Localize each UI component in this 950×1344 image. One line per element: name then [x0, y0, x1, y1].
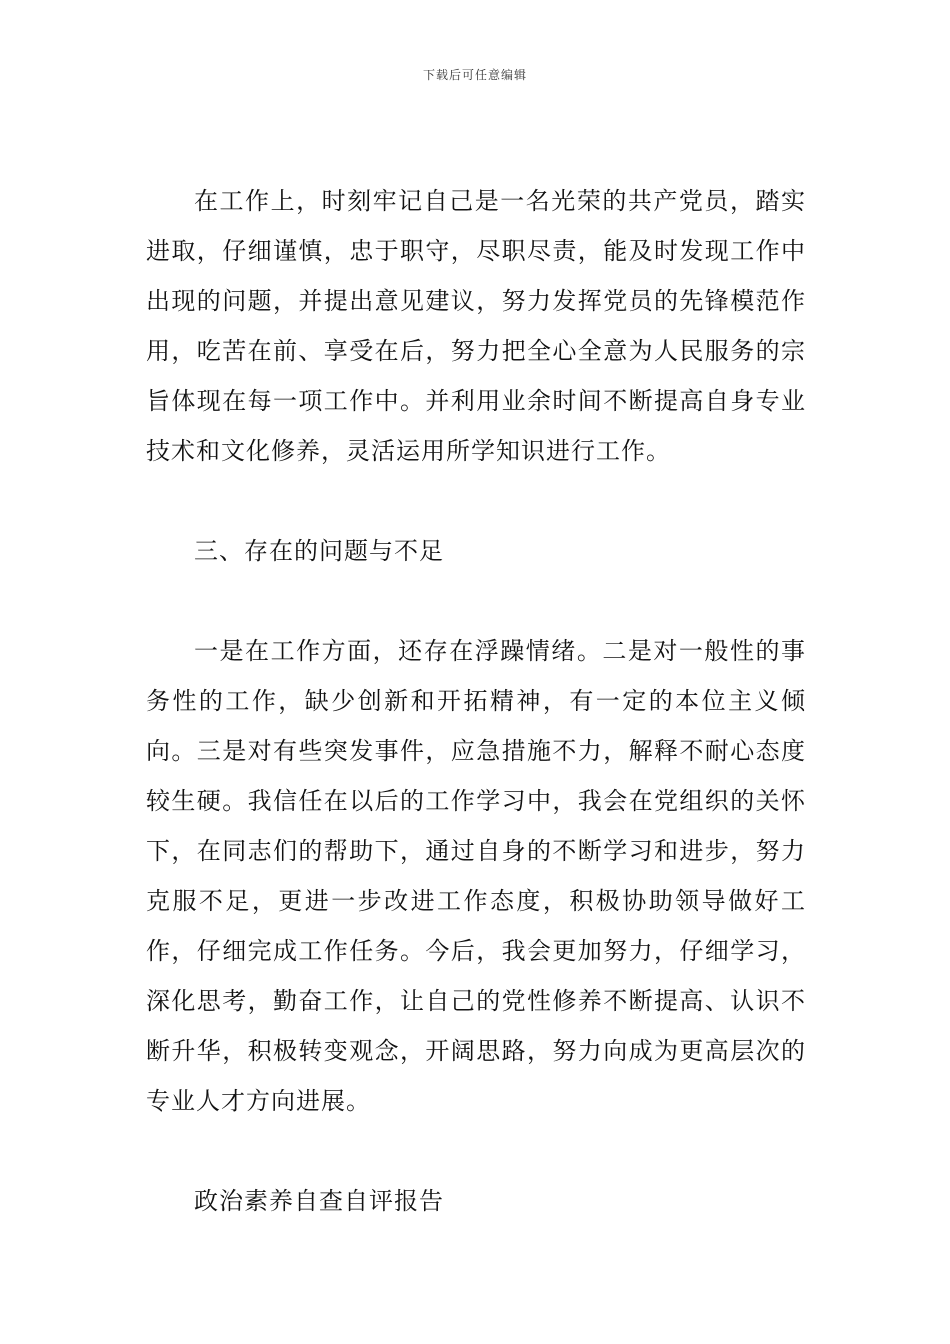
spacer	[146, 576, 806, 626]
next-title: 政治素养自查自评报告	[194, 1187, 444, 1215]
paragraph-problems: 一是在工作方面，还存在浮躁情绪。二是对一般性的事务性的工作，缺少创新和开拓精神，有一定的本位主义倾向。三是对有些突发事件，应急措施不力，解释不耐心态度较生硬。我信任在以后的工作学习中，我会在党组织的关怀下，在同志们的帮助下，通过自身的不断学习和进步，努力克服不足，更进一步改进工作态度，积极协助领导做好工作，仔细完成工作任务。今后，我会更加努力，仔细学习，深化思考，勤奋工作，让自己的党性修养不断提高、认识不断升华，积极转变观念，开阔思路，努力向成为更高层次的专业人才方向进展。	[146, 637, 806, 1115]
spacer	[146, 1126, 806, 1176]
section-heading: 三、存在的问题与不足	[194, 537, 444, 565]
header-note: 下载后可任意编辑	[422, 68, 527, 82]
paragraph-work: 在工作上，时刻牢记自己是一名光荣的共产党员，踏实进取，仔细谨慎，忠于职守，尽职尽责，能及时发现工作中出现的问题，并提出意见建议，努力发挥党员的先锋模范作用，吃苦在前、享受在后，努力把全心全意为人民服务的宗旨体现在每一项工作中。并利用业余时间不断提高自身专业技术和文化修养，灵活运用所学知识进行工作。	[146, 187, 806, 465]
document-body	[146, 176, 806, 1226]
spacer	[146, 476, 806, 526]
